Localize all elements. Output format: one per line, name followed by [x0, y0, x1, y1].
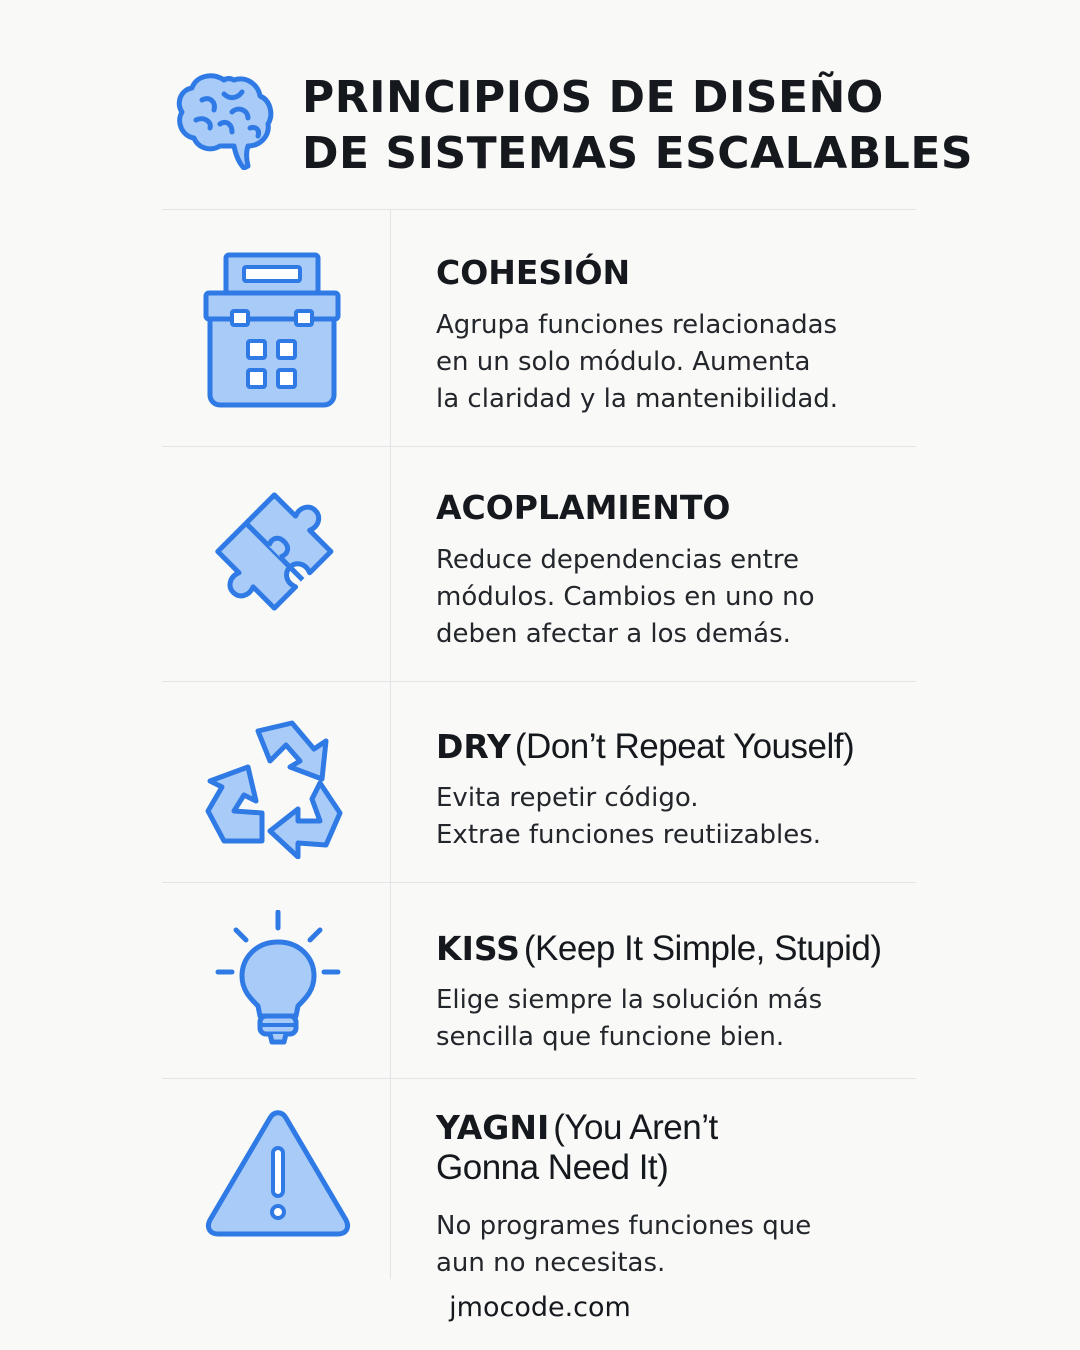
title-line-2: DE SISTEMAS ESCALABLES — [302, 128, 974, 179]
description-line: deben afectar a los demás. — [436, 619, 791, 649]
principle-acronym: KISS — [436, 929, 520, 968]
principle-expansion: (You Aren’t — [553, 1108, 718, 1147]
description-line: aun no necesitas. — [436, 1248, 666, 1278]
principle-description — [436, 542, 815, 653]
principle-name — [436, 929, 882, 969]
principle-row-acoplamiento — [162, 446, 916, 681]
header — [0, 62, 1080, 182]
description-line: la claridad y la mantenibilidad. — [436, 384, 839, 414]
principle-acronym: YAGNI — [436, 1108, 550, 1147]
principle-name — [436, 1108, 718, 1148]
warning-icon — [204, 1108, 352, 1238]
principle-description — [436, 1208, 811, 1282]
toolbox-icon — [202, 249, 342, 413]
principle-description — [436, 982, 822, 1056]
principle-name: COHESIÓN — [436, 253, 631, 292]
principle-expansion: (Keep It Simple, Stupid) — [523, 929, 882, 968]
principle-acronym: DRY — [436, 727, 511, 766]
principle-expansion-line2: Gonna Need It) — [436, 1148, 669, 1187]
principle-expansion: (Don’t Repeat Youself) — [514, 727, 855, 766]
principle-row-yagni — [162, 1078, 916, 1279]
puzzle-icon — [200, 478, 360, 642]
principle-row-dry — [162, 681, 916, 882]
principle-row-cohesion — [162, 209, 916, 446]
description-line: Elige siempre la solución más — [436, 985, 823, 1015]
description-line: Evita repetir código. — [436, 783, 699, 813]
description-line: No programes funciones que — [436, 1211, 812, 1241]
recycle-icon — [202, 709, 354, 859]
description-line: Extrae funciones reutiizables. — [436, 820, 822, 850]
page-title — [302, 70, 973, 182]
principle-name — [436, 727, 854, 767]
lightbulb-icon — [214, 910, 344, 1052]
description-line: Agrupa funciones relacionadas — [436, 310, 838, 340]
principle-row-kiss — [162, 882, 916, 1078]
footer-site: jmocode.com — [449, 1292, 631, 1323]
principles-table — [162, 209, 916, 1279]
principle-description — [436, 780, 821, 854]
title-line-1: PRINCIPIOS DE DISEÑO — [302, 72, 884, 123]
description-line: sencilla que funcione bien. — [436, 1022, 785, 1052]
description-line: módulos. Cambios en uno no — [436, 582, 815, 612]
description-line: en un solo módulo. Aumenta — [436, 347, 811, 377]
principle-description — [436, 307, 838, 418]
description-line: Reduce dependencias entre — [436, 545, 799, 575]
principle-name: ACOPLAMIENTO — [436, 488, 731, 527]
brain-icon — [172, 66, 276, 170]
